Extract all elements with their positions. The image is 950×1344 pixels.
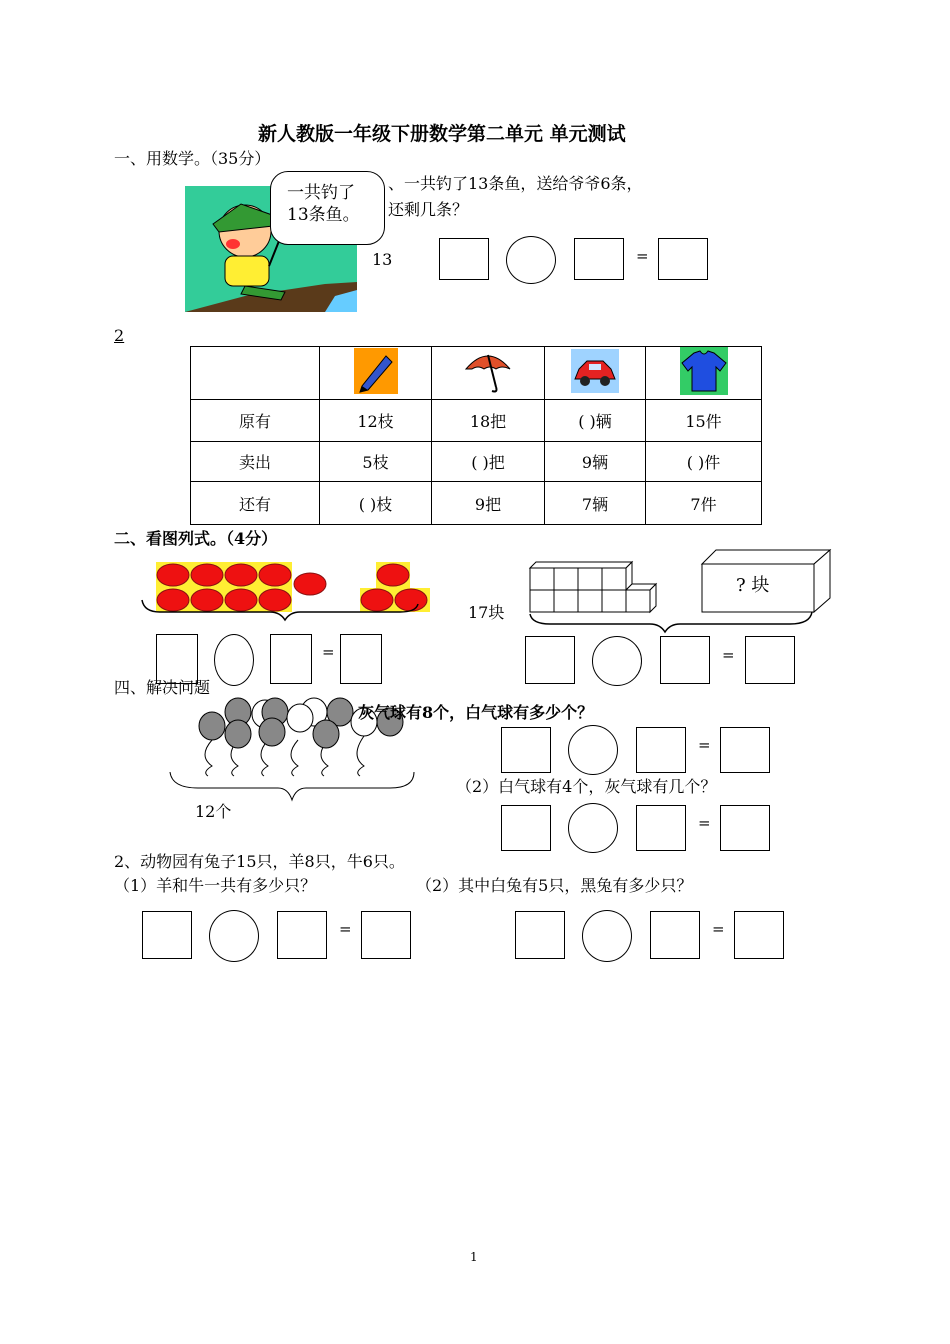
zoo-question-2: （2）其中白兔有5只，黑兔有多少只？ bbox=[416, 876, 693, 895]
table-cell: 18把 bbox=[432, 400, 545, 442]
result-box[interactable] bbox=[734, 911, 784, 959]
page-number: 1 bbox=[470, 1250, 478, 1264]
umbrella-icon bbox=[462, 349, 514, 393]
speech-bubble bbox=[270, 171, 385, 245]
answer-box[interactable] bbox=[574, 238, 624, 280]
question-2-number: 2 bbox=[114, 326, 125, 345]
section-4-heading: 四、解决问题 bbox=[114, 678, 211, 697]
table-cell: 7件 bbox=[646, 482, 762, 525]
answer-box[interactable] bbox=[277, 911, 327, 959]
answer-box[interactable] bbox=[501, 805, 551, 851]
table-header-umbrella bbox=[432, 347, 545, 400]
result-box[interactable] bbox=[361, 911, 411, 959]
answer-box[interactable] bbox=[142, 911, 192, 959]
bubble-line-2: 13条鱼。 bbox=[287, 205, 360, 225]
result-box[interactable] bbox=[745, 636, 795, 684]
question-1-line-2: 还剩几条？ bbox=[388, 200, 469, 219]
table-cell: 15件 bbox=[646, 400, 762, 442]
answer-box[interactable] bbox=[156, 634, 198, 684]
answer-box[interactable] bbox=[636, 805, 686, 851]
given-number: 13 bbox=[372, 250, 393, 269]
equals-sign: = bbox=[722, 646, 735, 664]
equals-sign: = bbox=[339, 920, 352, 938]
balloon-total-label: 12个 bbox=[195, 802, 232, 821]
operator-circle[interactable] bbox=[568, 803, 618, 853]
row-label-original: 原有 bbox=[191, 400, 320, 442]
table-cell: 7辆 bbox=[545, 482, 646, 525]
table-cell: 5枝 bbox=[320, 442, 432, 482]
answer-box[interactable] bbox=[501, 727, 551, 773]
section-2-heading: 二、看图列式。（4分） bbox=[114, 529, 278, 548]
operator-circle[interactable] bbox=[592, 636, 642, 686]
row-label-remaining: 还有 bbox=[191, 482, 320, 525]
inventory-table bbox=[190, 346, 762, 525]
apples-illustration bbox=[140, 560, 440, 630]
balloon-question-1: 灰气球有8个，白气球有多少个？ bbox=[358, 703, 594, 722]
table-cell: 9辆 bbox=[545, 442, 646, 482]
result-box[interactable] bbox=[340, 634, 382, 684]
answer-box[interactable] bbox=[525, 636, 575, 684]
equals-sign: = bbox=[698, 736, 711, 754]
operator-circle[interactable] bbox=[506, 236, 556, 284]
section-1-heading: 一、用数学。（35分） bbox=[114, 149, 271, 168]
operator-circle[interactable] bbox=[209, 910, 259, 962]
answer-box[interactable] bbox=[660, 636, 710, 684]
answer-box[interactable] bbox=[636, 727, 686, 773]
result-box[interactable] bbox=[658, 238, 708, 280]
operator-circle[interactable] bbox=[582, 910, 632, 962]
table-header-empty bbox=[191, 347, 320, 400]
table-cell-blank[interactable]: ( )件 bbox=[646, 442, 762, 482]
equals-sign: = bbox=[712, 920, 725, 938]
page-title: 新人教版一年级下册数学第二单元 单元测试 bbox=[258, 123, 626, 145]
answer-box[interactable] bbox=[439, 238, 489, 280]
table-cell: 9把 bbox=[432, 482, 545, 525]
blocks-illustration bbox=[520, 548, 835, 638]
row-label-sold: 卖出 bbox=[191, 442, 320, 482]
answer-box[interactable] bbox=[515, 911, 565, 959]
question-1-line-1: 、一共钓了13条鱼，送给爷爷6条， bbox=[388, 174, 643, 193]
equals-sign: = bbox=[698, 814, 711, 832]
answer-box[interactable] bbox=[650, 911, 700, 959]
table-header-car bbox=[545, 347, 646, 400]
balloon-question-2: （2）白气球有4个，灰气球有几个？ bbox=[456, 777, 717, 796]
car-icon bbox=[571, 349, 619, 393]
answer-box[interactable] bbox=[270, 634, 312, 684]
zoo-question-intro: 2、动物园有兔子15只，羊8只，牛6只。 bbox=[114, 852, 405, 871]
table-header-pencil bbox=[320, 347, 432, 400]
shirt-icon bbox=[680, 347, 728, 395]
table-cell: 12枝 bbox=[320, 400, 432, 442]
result-box[interactable] bbox=[720, 727, 770, 773]
table-cell-blank[interactable]: ( )枝 bbox=[320, 482, 432, 525]
table-cell-blank[interactable]: ( )辆 bbox=[545, 400, 646, 442]
operator-circle[interactable] bbox=[568, 725, 618, 775]
zoo-question-1: （1）羊和牛一共有多少只？ bbox=[114, 876, 317, 895]
equals-sign: = bbox=[322, 643, 335, 661]
operator-circle[interactable] bbox=[214, 634, 254, 686]
total-blocks-label: 17块 bbox=[468, 603, 505, 622]
table-cell-blank[interactable]: ( )把 bbox=[432, 442, 545, 482]
unknown-blocks-label: ? 块 bbox=[736, 575, 770, 596]
equals-sign: = bbox=[636, 247, 649, 265]
result-box[interactable] bbox=[720, 805, 770, 851]
bubble-line-1: 一共钓了 bbox=[287, 183, 355, 203]
pencil-icon bbox=[354, 348, 398, 394]
table-header-shirt bbox=[646, 347, 762, 400]
